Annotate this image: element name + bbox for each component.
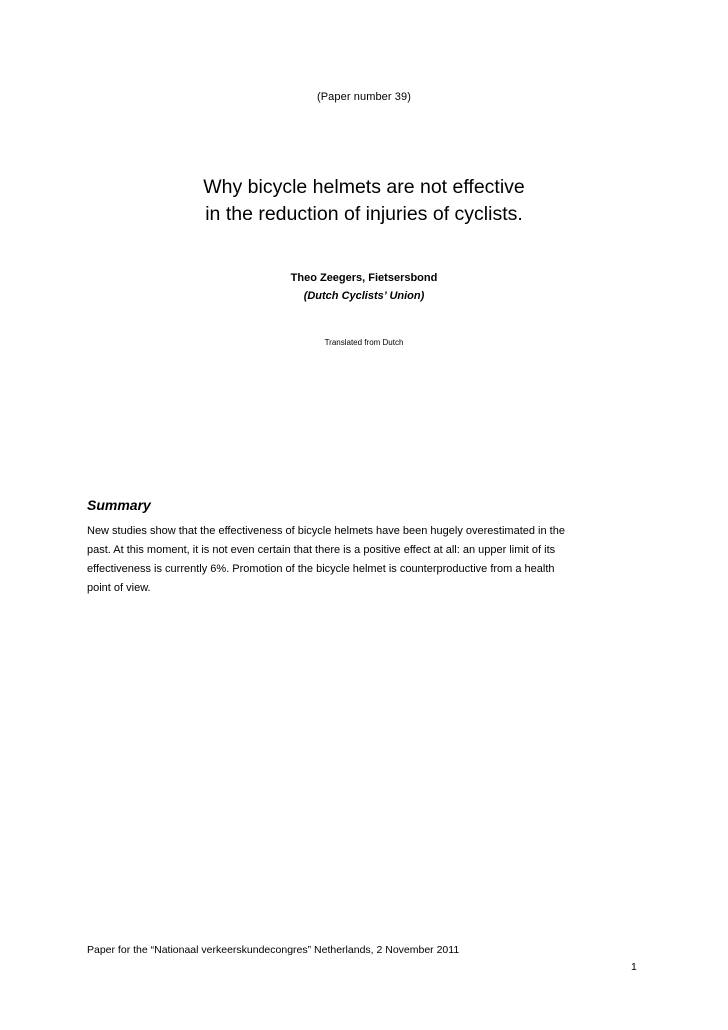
summary-line: point of view. bbox=[87, 582, 151, 594]
summary-line: effectiveness is currently 6%. Promotion of the bicycle helmet is counterproductive from a health bbox=[87, 563, 555, 575]
summary-paragraph bbox=[87, 522, 642, 598]
author-name: Theo Zeegers, Fietsersbond bbox=[290, 272, 438, 284]
translation-note: Translated from Dutch bbox=[324, 338, 404, 347]
summary-heading: Summary bbox=[87, 497, 151, 513]
page-number: 1 bbox=[631, 961, 637, 973]
title-line-1: Why bicycle helmets are not effective bbox=[203, 176, 525, 198]
author-affiliation: (Dutch Cyclists’ Union) bbox=[303, 290, 425, 302]
summary-line: past. At this moment, it is not even certain that there is a positive effect at all: an upper limit of its bbox=[87, 544, 556, 556]
footer-text: Paper for the “Nationaal verkeerskundecongres” Netherlands, 2 November 2011 bbox=[87, 944, 460, 956]
document-title bbox=[0, 174, 728, 228]
title-line-2: in the reduction of injuries of cyclists. bbox=[205, 203, 523, 225]
summary-line: New studies show that the effectiveness of bicycle helmets have been hugely overestimated in the bbox=[87, 525, 565, 537]
paper-number: (Paper number 39) bbox=[316, 91, 412, 103]
